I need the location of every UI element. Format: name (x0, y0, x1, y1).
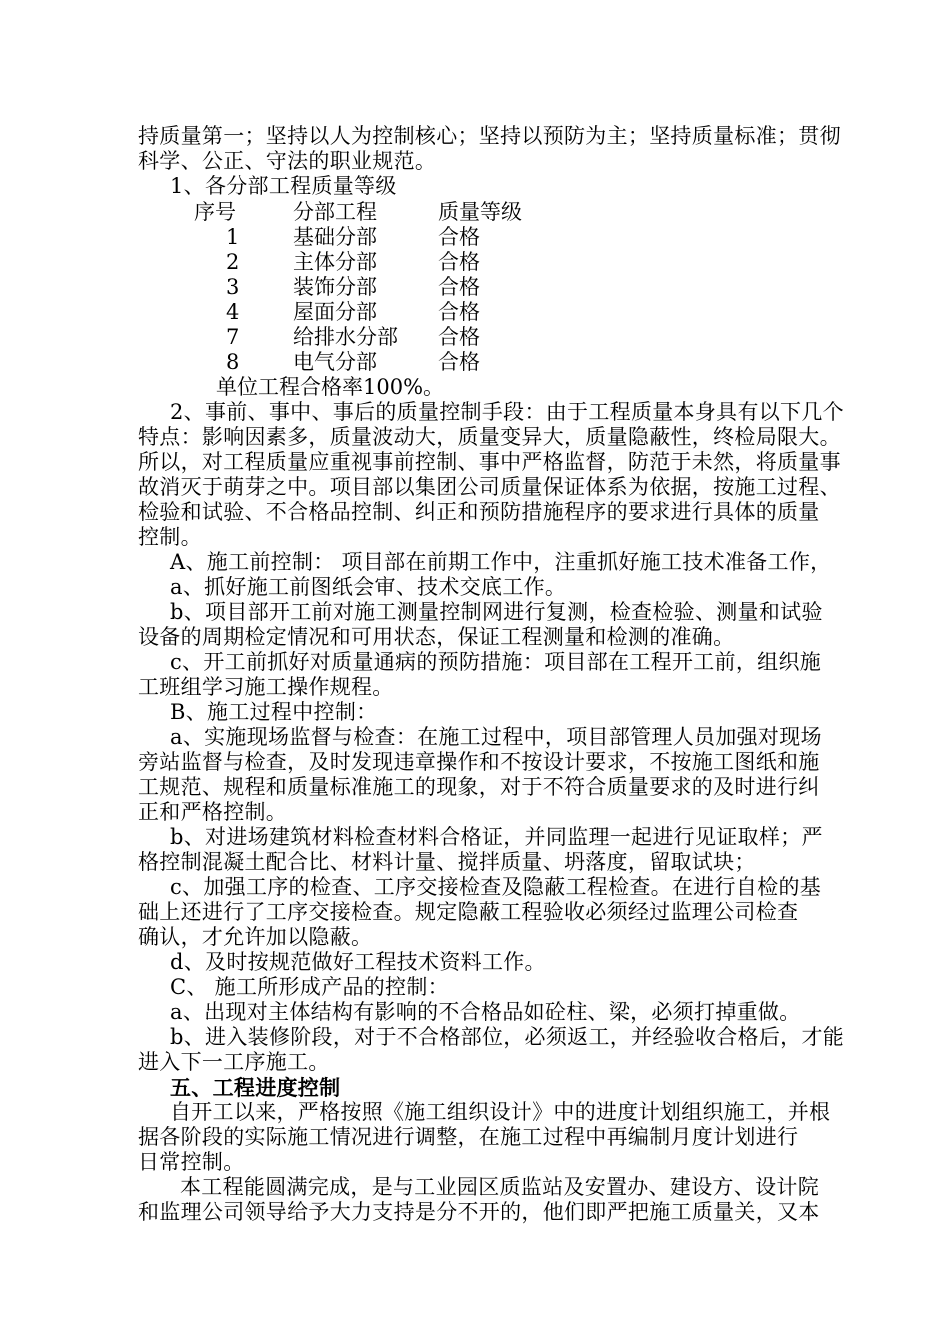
paragraph-line: c、加强工序的检查、工序交接检查及隐蔽工程检查。在进行自检的基 (170, 875, 822, 899)
paragraph-line: 本工程能圆满完成，是与工业园区质监站及安置办、建设方、设计院 (180, 1175, 819, 1199)
row-seq: 4 (226, 300, 240, 324)
paragraph-line: 自开工以来，严格按照《施工组织设计》中的进度计划组织施工，并根 (170, 1100, 831, 1124)
row-part: 电气分部 (293, 350, 377, 374)
header-seq: 序号 (194, 200, 236, 224)
row-part: 主体分部 (293, 250, 377, 274)
section-heading: 五、工程进度控制 (170, 1075, 341, 1100)
paragraph-line: 日常控制。 (138, 1150, 245, 1174)
paragraph-line: 设备的周期检定情况和可用状态，保证工程测量和检测的准确。 (138, 625, 735, 649)
row-grade: 合格 (438, 300, 480, 324)
row-grade: 合格 (438, 275, 480, 299)
row-grade: 合格 (438, 225, 480, 249)
row-seq: 8 (226, 350, 240, 374)
paragraph-line: 特点：影响因素多，质量波动大，质量变异大，质量隐蔽性，终检局限大。 (138, 425, 841, 449)
paragraph-line: 控制。 (138, 525, 202, 549)
row-part: 装饰分部 (293, 275, 377, 299)
paragraph-line: b、进入装修阶段，对于不合格部位，必须返工，并经验收合格后，才能 (170, 1025, 845, 1049)
paragraph-line: 检验和试验、不合格品控制、纠正和预防措施程序的要求进行具体的质量 (138, 500, 820, 524)
paragraph-line: c、开工前抓好对质量通病的预防措施：项目部在工程开工前，组织施 (170, 650, 822, 674)
row-grade: 合格 (438, 325, 480, 349)
paragraph-line: C、 施工所形成产品的控制： (170, 975, 449, 999)
paragraph-line: 正和严格控制。 (138, 800, 288, 824)
paragraph-line: a、抓好施工前图纸会审、技术交底工作。 (170, 575, 567, 599)
header-grade: 质量等级 (438, 200, 522, 224)
paragraph-line: 进入下一工序施工。 (138, 1050, 330, 1074)
paragraph-line: 格控制混凝土配合比、材料计量、搅拌质量、坍落度，留取试块； (138, 850, 756, 874)
paragraph-line: 持质量第一；坚持以人为控制核心；坚持以预防为主；坚持质量标准；贯彻 (138, 124, 841, 148)
paragraph-line: 2、事前、事中、事后的质量控制手段：由于工程质量本身具有以下几个 (170, 400, 844, 424)
paragraph-line: 科学、公正、守法的职业规范。 (138, 149, 437, 173)
row-seq: 3 (226, 275, 240, 299)
subsection-title: 1、各分部工程质量等级 (170, 174, 397, 198)
row-part: 给排水分部 (293, 325, 398, 349)
row-part: 屋面分部 (293, 300, 377, 324)
paragraph-line: 旁站监督与检查，及时发现违章操作和不按设计要求，不按施工图纸和施 (138, 750, 820, 774)
row-grade: 合格 (438, 350, 480, 374)
paragraph-line: 工规范、规程和质量标准施工的现象，对于不符合质量要求的及时进行纠 (138, 775, 820, 799)
paragraph-line: a、实施现场监督与检查：在施工过程中，项目部管理人员加强对现场 (170, 725, 822, 749)
row-seq: 7 (226, 325, 240, 349)
paragraph-line: b、项目部开工前对施工测量控制网进行复测，检查检验、测量和试验 (170, 600, 823, 624)
header-part: 分部工程 (293, 200, 377, 224)
row-grade: 合格 (438, 250, 480, 274)
paragraph-line: a、出现对主体结构有影响的不合格品如砼柱、梁，必须打掉重做。 (170, 1000, 801, 1024)
paragraph-line: 确认，才允许加以隐蔽。 (138, 925, 373, 949)
paragraph-line: b、对进场建筑材料检查材料合格证，并同监理一起进行见证取样；严 (170, 825, 823, 849)
paragraph-line: 所以，对工程质量应重视事前控制、事中严格监督，防范于未然，将质量事 (138, 450, 841, 474)
row-seq: 2 (226, 250, 240, 274)
row-part: 基础分部 (293, 225, 377, 249)
paragraph-line: 故消灭于萌芽之中。项目部以集团公司质量保证体系为依据，按施工过程、 (138, 475, 841, 499)
paragraph-line: B、施工过程中控制： (170, 700, 378, 724)
paragraph-line: 和监理公司领导给予大力支持是分不开的，他们即严把施工质量关，又本 (138, 1200, 820, 1224)
paragraph-line: 据各阶段的实际施工情况进行调整，在施工过程中再编制月度计划进行 (138, 1125, 799, 1149)
row-seq: 1 (226, 225, 240, 249)
paragraph-line: A、施工前控制： 项目部在前期工作中，注重抓好施工技术准备工作， (170, 550, 832, 574)
table-summary: 单位工程合格率100%。 (216, 375, 445, 399)
paragraph-line: d、及时按规范做好工程技术资料工作。 (170, 950, 546, 974)
paragraph-line: 工班组学习施工操作规程。 (138, 675, 394, 699)
paragraph-line: 础上还进行了工序交接检查。规定隐蔽工程验收必须经过监理公司检查 (138, 900, 799, 924)
